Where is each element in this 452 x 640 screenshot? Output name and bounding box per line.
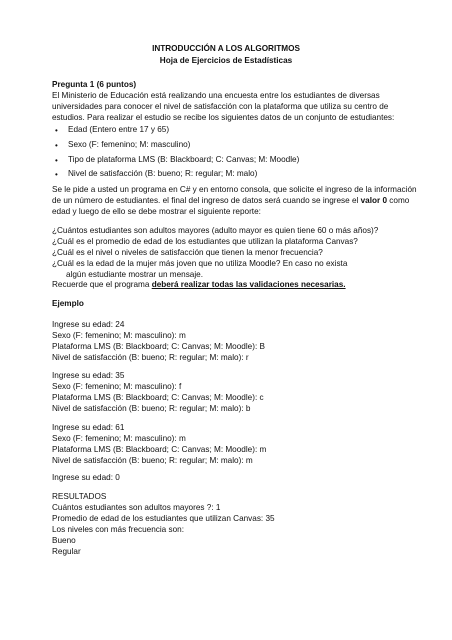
- example-line: Nivel de satisfacción (B: bueno; R: regular; M: malo): b: [52, 404, 251, 413]
- example-line: Plataforma LMS (B: Blackboard; C: Canvas; M: Moodle): m: [52, 445, 267, 454]
- document-subtitle: Hoja de Ejercicios de Estadísticas: [159, 56, 293, 65]
- bullet-item: Edad (Entero entre 17 y 65): [68, 125, 170, 134]
- bullet-icon: •: [55, 126, 58, 135]
- requirement-line: edad y luego de ello se debe mostrar el siguiente reporte:: [52, 207, 261, 216]
- report-question: ¿Cuál es la edad de la mujer más joven que no utiliza Moodle? En caso no exista: [52, 259, 348, 268]
- example-heading: Ejemplo: [52, 299, 84, 308]
- requirement-text: de un número de estudiantes. el final del ingreso de datos será cuando se ingrese el: [52, 196, 361, 205]
- results-line: Promedio de edad de los estudiantes que utilizan Canvas: 35: [52, 514, 275, 523]
- bullet-icon: •: [55, 141, 58, 150]
- reminder-text: Recuerde que el programa: [52, 280, 152, 289]
- bullet-icon: •: [55, 170, 58, 179]
- reminder-line: [52, 280, 346, 290]
- bullet-item: Sexo (F: femenino; M: masculino): [68, 140, 191, 149]
- reminder-emphasis: deberá realizar todas las validaciones necesarias.: [151, 280, 346, 289]
- example-line: Ingrese su edad: 24: [52, 320, 125, 329]
- example-line: Nivel de satisfacción (B: bueno; R: regular; M: malo): r: [52, 353, 249, 362]
- results-line: Bueno: [52, 536, 76, 545]
- requirement-text: como: [387, 196, 410, 205]
- bullet-item: Nivel de satisfacción (B: bueno; R: regular; M: malo): [68, 169, 258, 178]
- question-heading: Pregunta 1 (6 puntos): [52, 80, 137, 89]
- intro-line: universidades para conocer el nivel de satisfacción con la plataforma que utiliza su centro de: [52, 102, 389, 111]
- results-line: Cuántos estudiantes son adultos mayores ?: 1: [52, 503, 221, 512]
- document-title: INTRODUCCIÓN A LOS ALGORITMOS: [152, 44, 300, 53]
- intro-line: estudios. Para realizar el estudio se recibe los siguientes datos de un conjunto de estudiantes:: [52, 113, 395, 122]
- results-line: Regular: [52, 547, 81, 556]
- report-question: ¿Cuál es el promedio de edad de los estudiantes que utilizan la plataforma Canvas?: [52, 237, 358, 246]
- results-line: Los niveles con más frecuencia son:: [52, 525, 184, 534]
- example-line: Ingrese su edad: 35: [52, 371, 125, 380]
- example-line: Plataforma LMS (B: Blackboard; C: Canvas; M: Moodle): c: [52, 393, 264, 402]
- example-line: Plataforma LMS (B: Blackboard; C: Canvas; M: Moodle): B: [52, 342, 265, 351]
- example-line: Sexo (F: femenino; M: masculino): m: [52, 331, 186, 340]
- requirement-line: [52, 196, 409, 206]
- example-line: Nivel de satisfacción (B: bueno; R: regular; M: malo): m: [52, 456, 253, 465]
- bullet-item: Tipo de plataforma LMS (B: Blackboard; C: Canvas; M: Moodle): [68, 155, 300, 164]
- end-value: valor 0: [360, 196, 388, 205]
- intro-line: El Ministerio de Educación está realizando una encuesta entre los estudiantes de diversas: [52, 91, 380, 100]
- report-question-continuation: algún estudiante mostrar un mensaje.: [66, 270, 203, 279]
- example-line: Ingrese su edad: 61: [52, 423, 125, 432]
- example-line: Sexo (F: femenino; M: masculino): f: [52, 382, 182, 391]
- requirement-line: Se le pide a usted un programa en C# y en entorno consola, que solicite el ingreso de la información: [52, 185, 417, 194]
- bullet-icon: •: [55, 156, 58, 165]
- example-line: Sexo (F: femenino; M: masculino): m: [52, 434, 186, 443]
- example-final-input: Ingrese su edad: 0: [52, 473, 120, 482]
- results-heading: RESULTADOS: [52, 492, 107, 501]
- report-question: ¿Cuántos estudiantes son adultos mayores (adulto mayor es quien tiene 60 o más años)?: [52, 226, 379, 235]
- report-question: ¿Cuál es el nivel o niveles de satisfacción que tienen la menor frecuencia?: [52, 248, 323, 257]
